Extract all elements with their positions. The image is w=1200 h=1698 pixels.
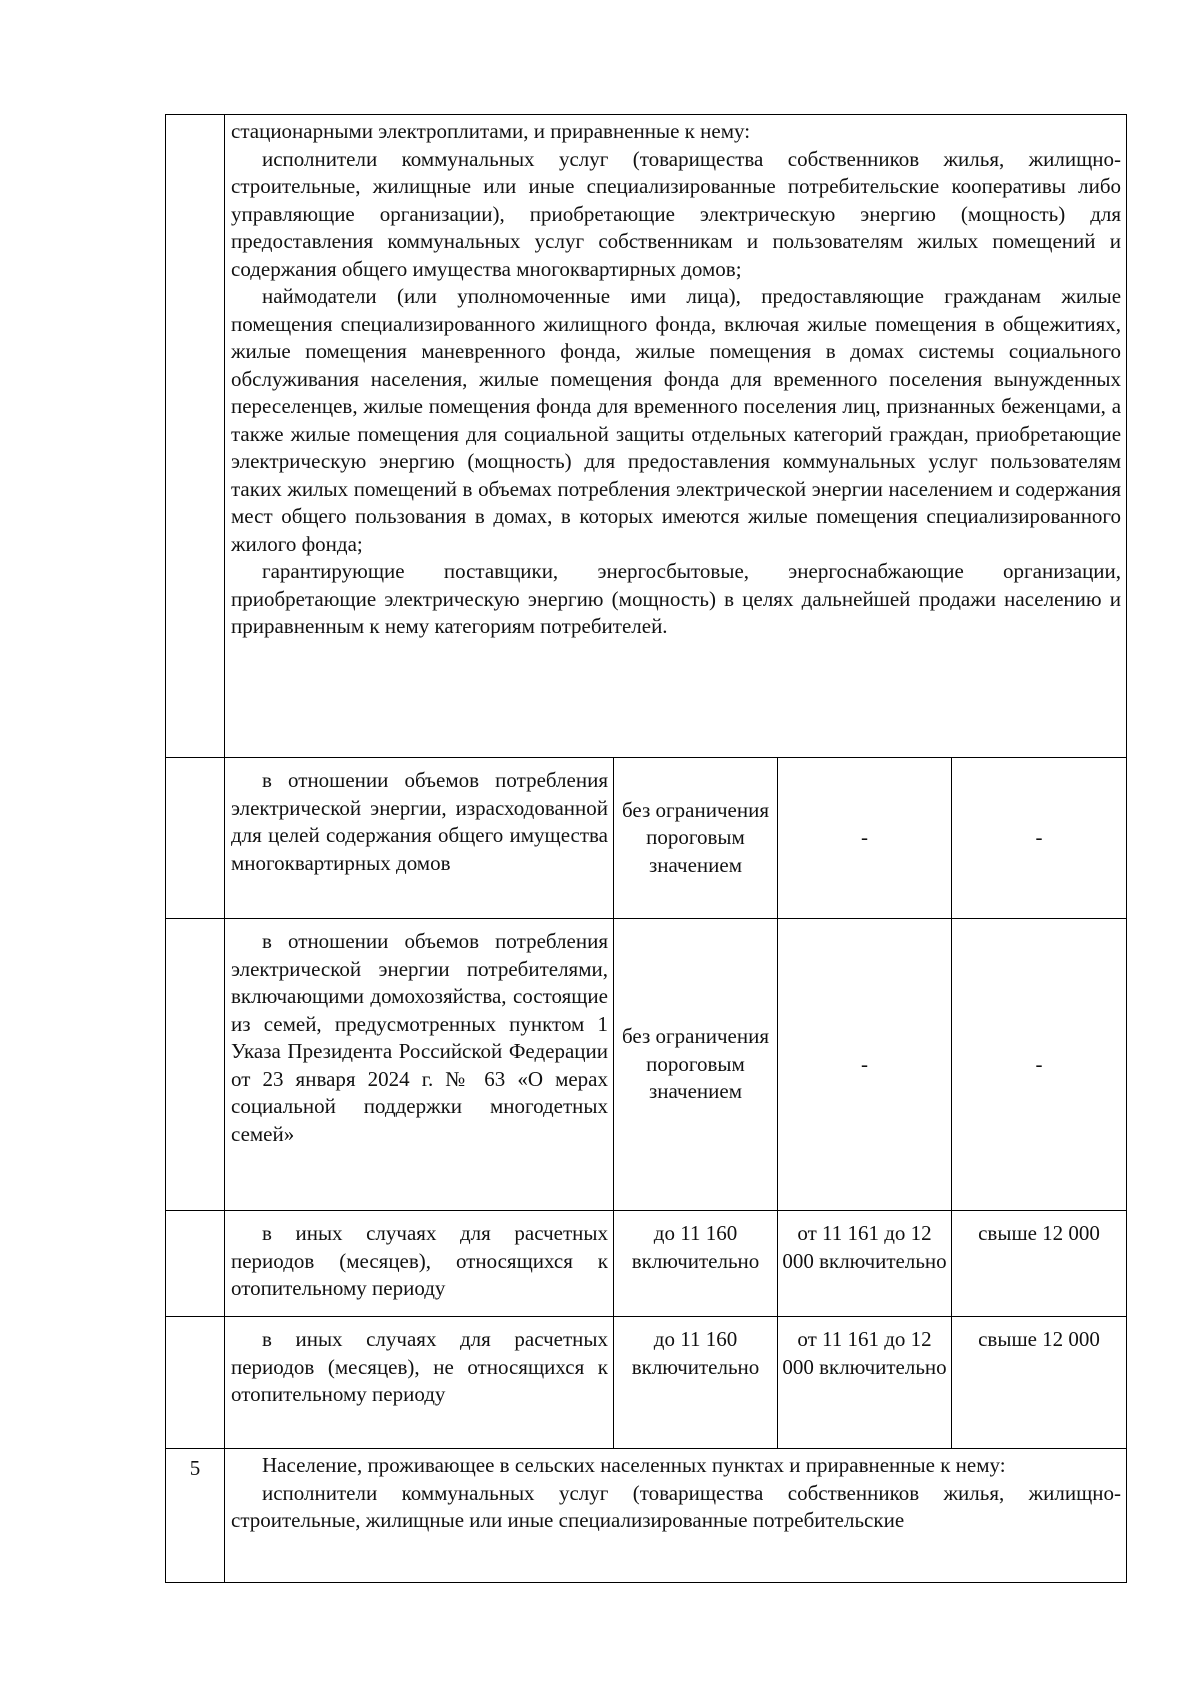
threshold-cell-2: от 11 161 до 12 000 включительно (778, 1211, 952, 1317)
sub-row-description: в иных случаях для расчетных периодов (месяцев), относящихся к отопительному периоду (225, 1211, 614, 1317)
row-number-cell-empty (166, 919, 225, 1211)
paragraph: стационарными электроплитами, и приравненные к нему: (231, 119, 751, 143)
threshold-cell-1: до 11 160 включительно (614, 1211, 778, 1317)
row-description-cell (225, 115, 1127, 758)
threshold-cell-2: - (778, 919, 952, 1211)
threshold-cell-1: до 11 160 включительно (614, 1317, 778, 1449)
row-number-cell: 5 (166, 1449, 225, 1583)
threshold-cell-1: без ограничения пороговым значением (614, 758, 778, 919)
row-number-cell-empty (166, 1317, 225, 1449)
table-row (166, 758, 1127, 919)
threshold-cell-3: свыше 12 000 (952, 1211, 1127, 1317)
table-row (166, 1449, 1127, 1583)
table-row (166, 115, 1127, 758)
row-number-cell-empty (166, 1211, 225, 1317)
threshold-cell-2: от 11 161 до 12 000 включительно (778, 1317, 952, 1449)
sub-row-description: в отношении объемов потребления электрической энергии потребителями, включающими домохозяйства, состоящие из семей, предусмотренных пунктом 1 Указа Президента Российской Федерации от 23 января 2024 г. № 63 «О мерах социальной поддержки многодетных семей» (225, 919, 614, 1211)
threshold-cell-2: - (778, 758, 952, 919)
paragraph: гарантирующие поставщики, энергосбытовые, энергоснабжающие организации, приобретающие электрическую энергию (мощность) в целях дальнейшей продажи населению и приравненным к нему категориям потребителей. (231, 559, 1122, 638)
threshold-cell-3: - (952, 919, 1127, 1211)
row-description-cell (225, 1449, 1127, 1583)
table-row (166, 919, 1127, 1211)
sub-row-description: в иных случаях для расчетных периодов (месяцев), не относящихся к отопительному периоду (225, 1317, 614, 1449)
threshold-cell-3: - (952, 758, 1127, 919)
table-row (166, 1317, 1127, 1449)
paragraph: исполнители коммунальных услуг (товарищества собственников жилья, жилищно-строительные, жилищные или иные специализированные потребительские кооперативы либо управляющие организации), приобретающие электрическую энергию (мощность) для предоставления коммунальных услуг собственникам и пользователям жилых помещений и содержания общего имущества многоквартирных домов; (231, 146, 1122, 281)
table-row (166, 1211, 1127, 1317)
paragraph: наймодатели (или уполномоченные ими лица), предоставляющие гражданам жилые помещения специализированного жилищного фонда, включая жилые помещения в общежитиях, жилые помещения маневренного фонда, жилые помещения в домах системы социального обслуживания населения, жилые помещения фонда для временного поселения вынужденных переселенцев, жилые помещения фонда для временного поселения лиц, признанных беженцами, а также жилые помещения для социальной защиты отдельных категорий граждан, приобретающие электрическую энергию (мощность) для предоставления коммунальных услуг пользователям таких жилых помещений в объемах потребления электрической энергии населением и содержания мест общего пользования в домах, в которых имеются жилые помещения специализированного жилого фонда; (231, 284, 1122, 556)
sub-row-description: в отношении объемов потребления электрической энергии, израсходованной для целей содержания общего имущества многоквартирных домов (225, 758, 614, 919)
threshold-cell-3: свыше 12 000 (952, 1317, 1127, 1449)
tariff-table (165, 114, 1127, 1583)
threshold-cell-1: без ограничения пороговым значением (614, 919, 778, 1211)
paragraph: Население, проживающее в сельских населенных пунктах и приравненные к нему: (262, 1453, 1006, 1477)
paragraph: исполнители коммунальных услуг (товарищества собственников жилья, жилищно-строительные, жилищные или иные специализированные потребительские (231, 1480, 1122, 1532)
row-number-cell-empty (166, 758, 225, 919)
row-number-cell (166, 115, 225, 758)
